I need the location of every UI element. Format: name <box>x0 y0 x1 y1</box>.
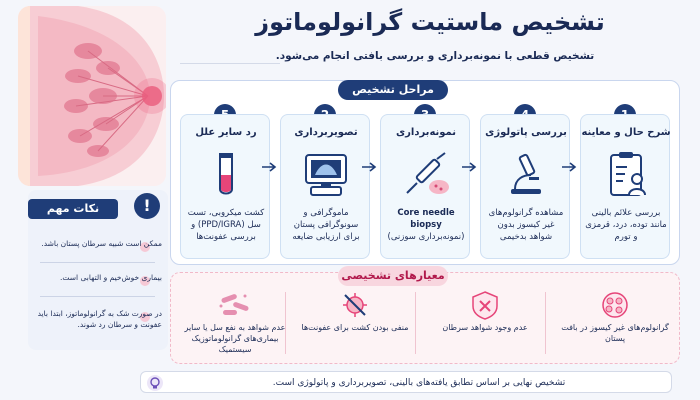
criterion-item-2 <box>425 288 545 360</box>
arrow-right-icon <box>562 162 578 172</box>
subtitle-divider-left <box>180 63 280 64</box>
no-cancer-icon <box>467 290 503 320</box>
step-title: شرح حال و معاینه <box>581 127 671 138</box>
criteria-banner: معیارهای تشخیصی <box>338 266 448 286</box>
step-title: تصویربرداری <box>294 127 358 138</box>
syringe-icon <box>401 149 451 199</box>
note-item-3: در صورت شک به گرانولوماتوز، ابتدا باید عفونت و سرطان رد شوند. <box>37 309 162 329</box>
criterion-item-4 <box>175 288 295 360</box>
note-divider <box>40 296 155 297</box>
step-description: مشاهده گرانولوم‌های غیر کیسوز بدون شواهد بدخیمی <box>488 208 564 242</box>
step-card-1 <box>580 114 670 259</box>
arrow-right-icon <box>362 162 378 172</box>
breast-anatomy-illustration <box>18 6 166 186</box>
microscope-icon <box>501 149 551 199</box>
test-tube-icon <box>201 149 251 199</box>
step-description: ماموگرافی و سونوگرافی پستان برای ارزیابی ضایعه <box>292 208 360 242</box>
footer-note <box>140 371 672 393</box>
note-item-2: بیماری خوش‌خیم و التهابی است. <box>59 273 162 282</box>
note-divider <box>40 262 155 263</box>
clipboard-patient-icon <box>601 149 651 199</box>
step-card-3 <box>380 114 470 259</box>
arrow-right-icon <box>462 162 478 172</box>
step-description-fa: (نمونه‌برداری سوزنی) <box>387 232 465 242</box>
criterion-text: عدم شواهد به نفع سل یا سایر بیماری‌های گرانولوماتوزیک سیستمیک <box>184 323 286 354</box>
notes-heading: نکات مهم <box>28 199 118 219</box>
bacteria-icon <box>217 290 253 320</box>
cells-icon <box>597 290 633 320</box>
criterion-item-3 <box>295 288 415 360</box>
page-title: تشخیص ماستیت گرانولوماتوز <box>255 8 605 36</box>
step-card-2 <box>280 114 370 259</box>
criteria-divider <box>415 292 416 354</box>
page-subtitle: تشخیص قطعی با نمونه‌برداری و بررسی بافتی انجام می‌شود. <box>275 50 595 62</box>
steps-banner: مراحل تشخیص <box>338 80 448 100</box>
criterion-text: گرانولوم‌های غیر کیسوز در بافت پستان <box>561 323 669 343</box>
criteria-divider <box>545 292 546 354</box>
lightbulb-icon <box>147 375 163 391</box>
exclamation-icon: ! <box>134 193 160 219</box>
step-description-en: Core needle biopsy <box>397 208 455 230</box>
step-title: بررسی پاتولوژی <box>485 127 567 138</box>
step-title: نمونه‌برداری <box>395 127 456 138</box>
step-description <box>385 207 467 243</box>
note-item-1: ممکن است شبیه سرطان پستان باشد. <box>41 239 162 248</box>
arrow-right-icon <box>262 162 278 172</box>
footer-text: تشخیص نهایی بر اساس تطابق یافته‌های بالینی، تصویربرداری و پاتولوژی است. <box>272 378 566 388</box>
step-description: بررسی علائم بالینی مانند توده، درد، قرمزی و تورم <box>585 208 667 242</box>
no-bacteria-icon <box>337 290 373 320</box>
criterion-item-1 <box>555 288 675 360</box>
step-card-5 <box>180 114 270 259</box>
criterion-text: عدم وجود شواهد سرطان <box>442 323 528 332</box>
step-card-4 <box>480 114 570 259</box>
step-title: رد سایر علل <box>195 127 257 138</box>
criterion-text: منفی بودن کشت برای عفونت‌ها <box>301 323 409 332</box>
ultrasound-monitor-icon <box>301 149 351 199</box>
step-description: کشت میکروبی، تست سل (PPD/IGRA) و بررسی عفونت‌ها <box>187 208 265 242</box>
